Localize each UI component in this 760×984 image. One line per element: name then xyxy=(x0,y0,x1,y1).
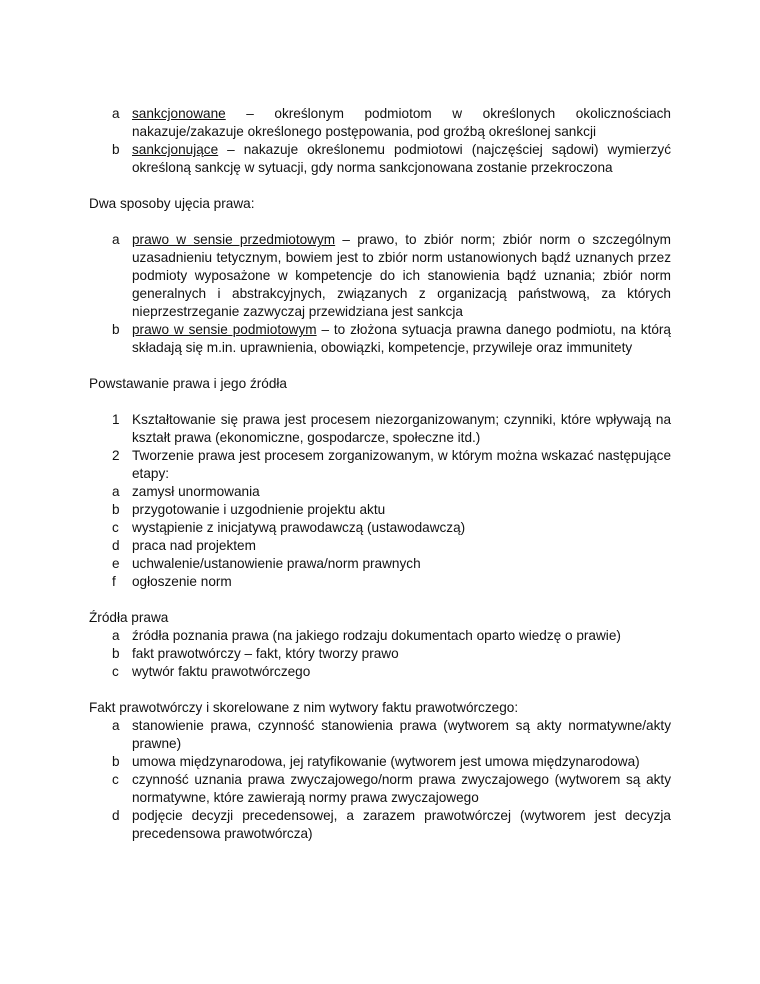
list-item xyxy=(89,231,671,321)
list-item xyxy=(89,501,671,519)
list-marker: a xyxy=(112,106,120,121)
law-sources-list xyxy=(89,627,671,681)
list-item-text: podjęcie decyzji precedensowej, a zarazem prawotwórczej (wytworem jest decyzja precedensowa prawotwórcza) xyxy=(132,808,671,841)
list-item-text: źródła poznania prawa (na jakiego rodzaju dokumentach oparto wiedzę o prawie) xyxy=(132,628,621,643)
list-marker: c xyxy=(112,772,119,787)
law-creation-list xyxy=(89,411,671,591)
list-item-text: prawo w sensie podmiotowym – to złożona sytuacja prawna danego podmiotu, na którą składają się m.in. uprawnienia, obowiązki, kompetencje, przywileje oraz immunitety xyxy=(132,322,671,355)
list-item-text: umowa międzynarodowa, jej ratyfikowanie (wytworem jest umowa międzynarodowa) xyxy=(132,754,640,769)
list-item xyxy=(89,573,671,591)
list-item-text: uchwalenie/ustanowienie prawa/norm prawnych xyxy=(132,556,421,571)
list-marker: 1 xyxy=(112,412,120,427)
list-item xyxy=(89,411,671,447)
list-marker: c xyxy=(112,664,119,679)
list-marker: b xyxy=(112,502,120,517)
section-heading: Powstawanie prawa i jego źródła xyxy=(89,376,287,391)
list-item xyxy=(89,645,671,663)
list-item-text: fakt prawotwórczy – fakt, który tworzy prawo xyxy=(132,646,399,661)
list-marker: b xyxy=(112,646,120,661)
list-item-text: sankcjonowane – określonym podmiotom w określonych okolicznościach nakazuje/zakazuje określonego postępowania, pod groźbą określonej sankcji xyxy=(132,106,671,139)
list-item-text: prawo w sensie przedmiotowym – prawo, to zbiór norm; zbiór norm o szczególnym uzasadnieniu tetycznym, bowiem jest to zbiór norm ustanowionych bądź uznanych przez podmioty wyposażone w kompetencje do ich stanowienia bądź uznania; zbiór norm generalnych i abstrakcyjnych, związanych z organizacją państwową, za których nieprzestrzeganie zazwyczaj przewidziana jest sankcja xyxy=(132,232,671,319)
list-marker: a xyxy=(112,718,120,733)
defined-term: prawo w sensie podmiotowym xyxy=(132,322,317,337)
list-item xyxy=(89,483,671,501)
defined-term: prawo w sensie przedmiotowym xyxy=(132,232,336,247)
list-item-text: praca nad projektem xyxy=(132,538,256,553)
list-item xyxy=(89,771,671,807)
list-marker: f xyxy=(112,574,116,589)
list-item xyxy=(89,447,671,483)
list-item-text: wystąpienie z inicjatywą prawodawczą (ustawodawczą) xyxy=(132,520,466,535)
list-marker: e xyxy=(112,556,120,571)
list-marker: c xyxy=(112,520,119,535)
list-item xyxy=(89,807,671,843)
list-item xyxy=(89,555,671,573)
list-marker: b xyxy=(112,322,120,337)
document-page xyxy=(89,105,671,843)
list-marker: 2 xyxy=(112,448,120,463)
list-item xyxy=(89,519,671,537)
list-marker: a xyxy=(112,232,120,247)
list-item xyxy=(89,321,671,357)
list-item xyxy=(89,753,671,771)
list-marker: a xyxy=(112,628,120,643)
list-item xyxy=(89,141,671,177)
list-item xyxy=(89,717,671,753)
sanction-norms-list xyxy=(89,105,671,177)
list-item-text: wytwór faktu prawotwórczego xyxy=(132,664,311,679)
list-item-text: stanowienie prawa, czynność stanowienia prawa (wytworem są akty normatywne/akty prawne) xyxy=(132,718,671,751)
list-item-text: czynność uznania prawa zwyczajowego/norm prawa zwyczajowego (wytworem są akty normatywne, które zawierają normy prawa zwyczajowego xyxy=(132,772,671,805)
defined-term: sankcjonowane xyxy=(132,106,226,121)
list-item xyxy=(89,537,671,555)
list-item xyxy=(89,663,671,681)
list-item-text: ogłoszenie norm xyxy=(132,574,232,589)
list-item xyxy=(89,105,671,141)
list-marker: d xyxy=(112,808,120,823)
list-item-text: Tworzenie prawa jest procesem zorganizowanym, w którym można wskazać następujące etapy: xyxy=(132,448,671,481)
list-marker: a xyxy=(112,484,120,499)
list-marker: b xyxy=(112,142,120,157)
section-heading: Dwa sposoby ujęcia prawa: xyxy=(89,196,255,211)
defined-term: sankcjonujące xyxy=(132,142,219,157)
list-item xyxy=(89,627,671,645)
list-marker: d xyxy=(112,538,120,553)
section-heading: Źródła prawa xyxy=(89,610,169,625)
list-item-text: zamysł unormowania xyxy=(132,484,260,499)
list-item-text: sankcjonujące – nakazuje określonemu podmiotowi (najczęściej sądowi) wymierzyć określoną sankcję w sytuacji, gdy norma sankcjonowana zostanie przekroczona xyxy=(132,142,671,175)
law-concepts-list xyxy=(89,231,671,357)
list-item-text: Kształtowanie się prawa jest procesem niezorganizowanym; czynniki, które wpływają na kształt prawa (ekonomiczne, gospodarcze, społeczne itd.) xyxy=(132,412,671,445)
list-marker: b xyxy=(112,754,120,769)
section-heading: Fakt prawotwórczy i skorelowane z nim wytwory faktu prawotwórczego: xyxy=(89,700,519,715)
list-item-text: przygotowanie i uzgodnienie projektu aktu xyxy=(132,502,386,517)
lawmaking-facts-list xyxy=(89,717,671,843)
